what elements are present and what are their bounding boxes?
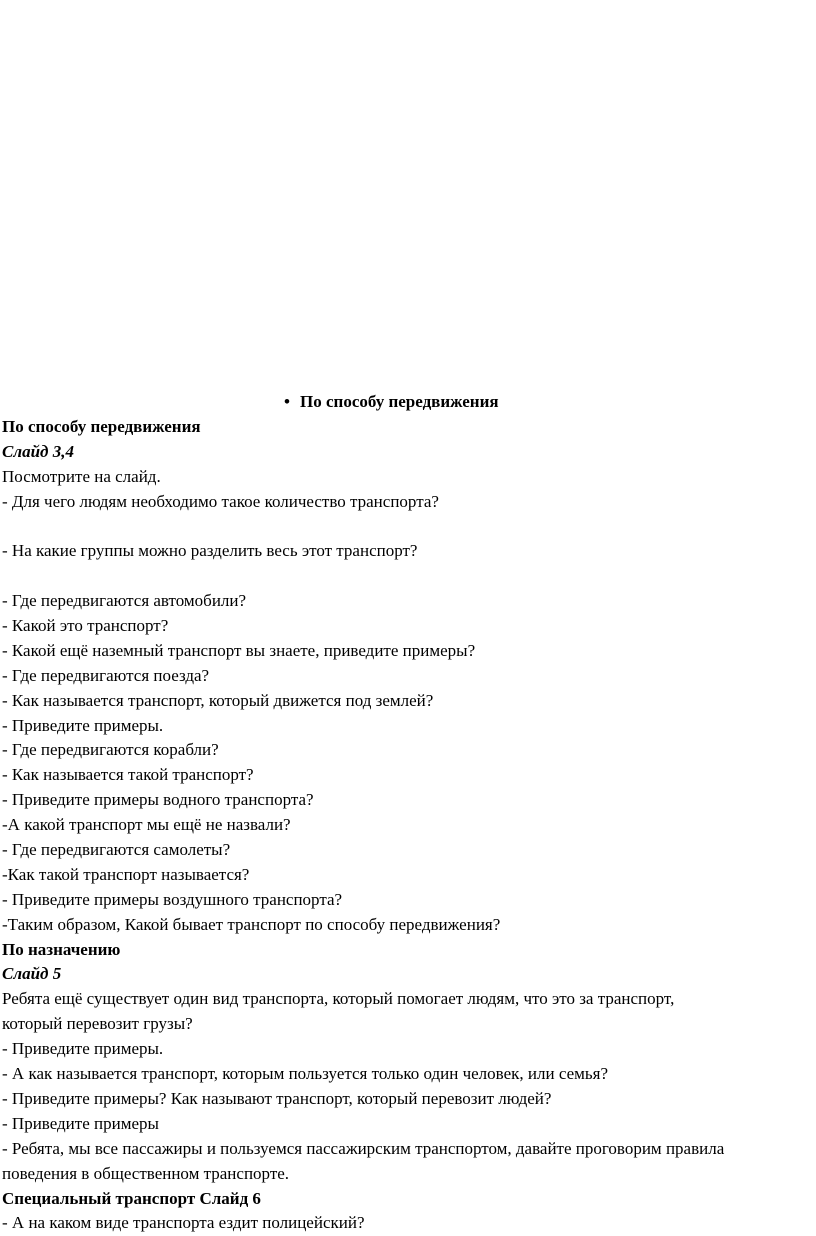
slide-label: Слайд 5 xyxy=(2,964,62,984)
text-line: - Для чего людям необходимо такое количество транспорта? xyxy=(2,491,439,511)
bullet-heading-text: По способу передвижения xyxy=(300,392,499,411)
document-body xyxy=(0,390,816,1236)
text-line: - Приведите примеры водного транспорта? xyxy=(2,790,314,810)
text-line: - А на каком виде транспорта ездит полицейский? xyxy=(2,1213,365,1233)
text-line: -А какой транспорт мы ещё не назвали? xyxy=(2,815,291,835)
text-line: - Где передвигаются самолеты? xyxy=(2,840,231,860)
blank-line xyxy=(0,514,816,539)
text-line: - Приведите примеры? Как называют транспорт, который перевозит людей? xyxy=(2,1088,552,1108)
text-line: - Где передвигаются автомобили? xyxy=(2,591,247,611)
text-line: Ребята ещё существует один вид транспорта, который помогает людям, что это за транспорт, xyxy=(2,989,675,1009)
text-line: - На какие группы можно разделить весь этот транспорт? xyxy=(2,541,418,561)
section-heading: По способу передвижения xyxy=(2,416,201,436)
blank-line xyxy=(0,564,816,589)
text-line: - Приведите примеры воздушного транспорта? xyxy=(2,889,343,909)
text-line: - Приведите примеры. xyxy=(2,715,164,735)
bullet-heading xyxy=(0,390,816,415)
text-line: - Как называется такой транспорт? xyxy=(2,765,254,785)
section-heading: Специальный транспорт Слайд 6 xyxy=(2,1188,261,1208)
text-line: Посмотрите на слайд. xyxy=(2,466,161,486)
text-line: -Как такой транспорт называется? xyxy=(2,864,250,884)
text-line: - Как называется транспорт, который движется под землей? xyxy=(2,690,434,710)
bullet-icon: • xyxy=(284,392,290,411)
text-line: -Таким образом, Какой бывает транспорт по способу передвижения? xyxy=(2,914,501,934)
text-line: - Ребята, мы все пассажиры и пользуемся пассажирским транспортом, давайте проговорим правила xyxy=(2,1138,725,1158)
section-heading: По назначению xyxy=(2,939,121,959)
text-line: - А как называется транспорт, которым пользуется только один человек, или семья? xyxy=(2,1064,608,1084)
text-line: - Какой ещё наземный транспорт вы знаете, приведите примеры? xyxy=(2,640,476,660)
text-blocks xyxy=(0,415,816,1236)
text-line: - Приведите примеры. xyxy=(2,1039,164,1059)
text-line: - Где передвигаются поезда? xyxy=(2,665,210,685)
text-line: - Приведите примеры xyxy=(2,1113,159,1133)
text-line: - Где передвигаются корабли? xyxy=(2,740,219,760)
text-line: который перевозит грузы? xyxy=(2,1014,193,1034)
text-line: - Какой это транспорт? xyxy=(2,616,169,636)
slide-label: Слайд 3,4 xyxy=(2,441,74,461)
text-line: поведения в общественном транспорте. xyxy=(2,1163,290,1183)
